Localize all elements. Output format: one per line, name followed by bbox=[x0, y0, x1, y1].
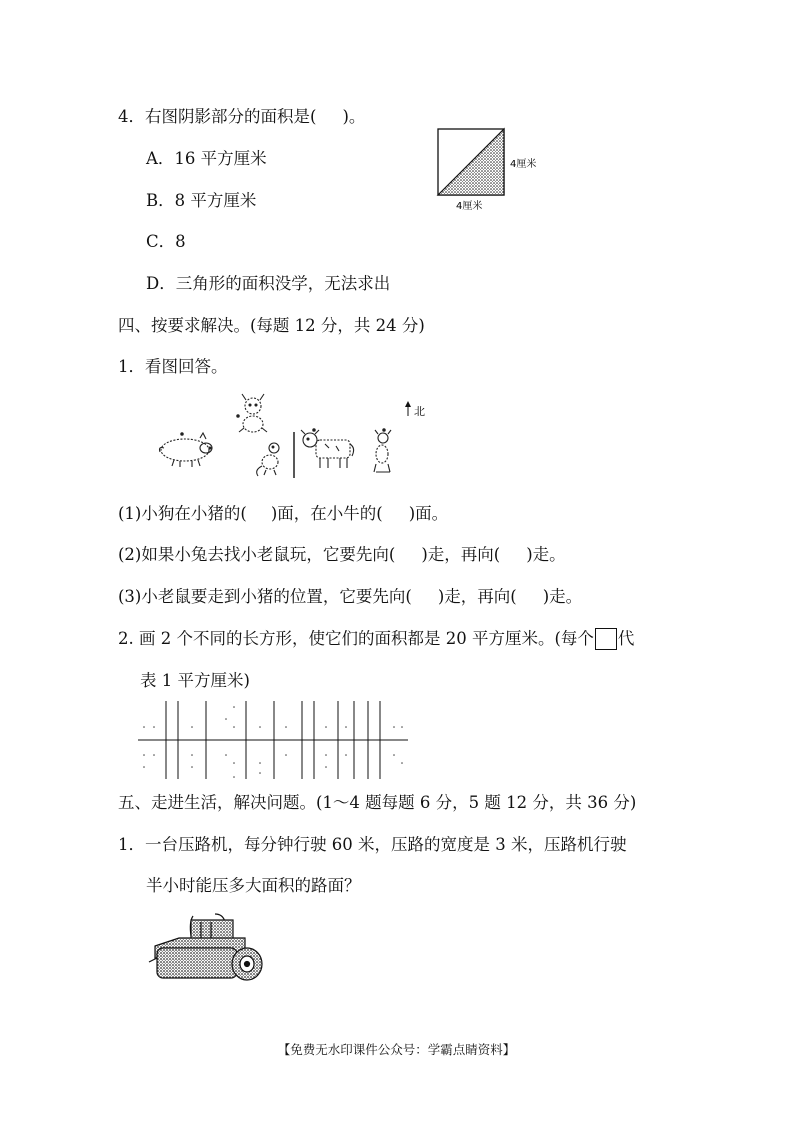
section4-q1-title: 1．看图回答。 bbox=[118, 357, 228, 376]
section4-q2-line2: 表 1 平方厘米) bbox=[140, 671, 250, 690]
section5-q1-line1: 1．一台压路机，每分钟行驶 60 米，压路的宽度是 3 米，压路机行驶 bbox=[118, 835, 627, 854]
shaded-triangle bbox=[438, 129, 504, 195]
footer-note: 【免费无水印课件公众号：学霸点睛资料】 bbox=[277, 1042, 516, 1057]
north-arrow bbox=[405, 401, 425, 418]
q1-sub3 bbox=[118, 586, 582, 608]
rabbit-drawing bbox=[237, 394, 267, 432]
q1-sub2 bbox=[118, 544, 566, 566]
q1-sub1-a: (1)小狗在小猪的( bbox=[118, 504, 247, 523]
side-label: 4厘米 bbox=[510, 159, 537, 170]
q4-square-figure bbox=[430, 125, 550, 217]
q4-stem-end: )。 bbox=[342, 107, 366, 126]
q4-option-b: B．8 平方厘米 bbox=[146, 191, 257, 210]
q1-sub2-c: )走。 bbox=[526, 545, 566, 564]
q4-option-d: D．三角形的面积没学，无法求出 bbox=[146, 274, 391, 293]
q2-line1-text: 2. 画 2 个不同的长方形，使它们的面积都是 20 平方厘米。(每个 bbox=[118, 629, 594, 648]
q1-sub3-b: )走，再向( bbox=[437, 587, 517, 606]
animals-figure bbox=[150, 392, 440, 482]
q4-option-a: A．16 平方厘米 bbox=[146, 149, 267, 168]
section5-title: 五、走进生活，解决问题。(1～4 题每题 6 分，5 题 12 分，共 36 分) bbox=[118, 793, 637, 812]
q1-sub2-a: (2)如果小兔去找小老鼠玩，它要先向( bbox=[118, 545, 396, 564]
unit-square-icon bbox=[595, 628, 617, 650]
q1-sub1-c: )面。 bbox=[408, 504, 449, 523]
drawing-grid bbox=[136, 697, 412, 783]
section4-q2-line1 bbox=[118, 628, 634, 650]
q4-stem bbox=[118, 106, 365, 128]
q1-sub3-a: (3)小老鼠要走到小猪的位置，它要先向( bbox=[118, 587, 412, 606]
q4-stem-text: 4．右图阴影部分的面积是( bbox=[118, 107, 317, 126]
road-roller-drawing bbox=[145, 910, 270, 988]
q1-sub3-c: )走。 bbox=[542, 587, 583, 606]
q2-line1-end: 代 bbox=[617, 629, 635, 648]
bottom-label: 4厘米 bbox=[456, 201, 483, 212]
section5-q1-line2: 半小时能压多大面积的路面？ bbox=[146, 876, 361, 895]
north-label: 北 bbox=[414, 405, 425, 418]
q1-sub1 bbox=[118, 503, 448, 525]
q4-option-c: C．8 bbox=[146, 232, 186, 251]
mouse-drawing bbox=[257, 443, 279, 476]
q1-sub1-b: )面，在小牛的( bbox=[270, 504, 383, 523]
dog-drawing bbox=[374, 429, 391, 472]
cow-drawing bbox=[301, 429, 354, 468]
pig-drawing bbox=[160, 433, 213, 467]
q1-sub2-b: )走，再向( bbox=[421, 545, 501, 564]
section4-title: 四、按要求解决。(每题 12 分，共 24 分) bbox=[118, 316, 425, 335]
